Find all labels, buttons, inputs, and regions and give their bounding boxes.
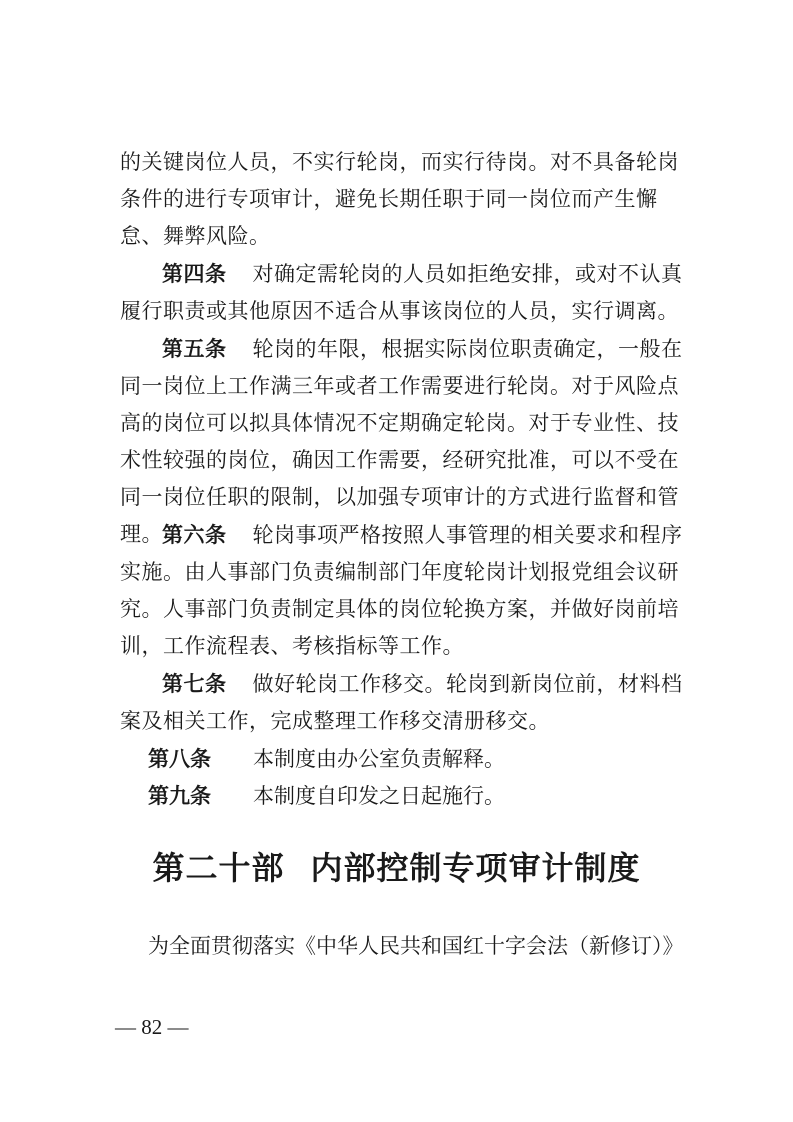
- intro-paragraph: 为全面贯彻落实《中华人民共和国红十字会法（新修订）》: [148, 934, 684, 958]
- article-7: [120, 666, 698, 740]
- article-text: 做好轮岗工作移交。轮岗到新岗位前，材料档案及相关工作，完成整理工作移交清册移交。: [120, 672, 683, 733]
- section-heading: [0, 844, 793, 892]
- paragraph-text: 的关键岗位人员，不实行轮岗，而实行待岗。对不具备轮岗条件的进行专项审计，避免长期任职于同一岗位而产生懈怠、舞弊风险。: [120, 150, 679, 248]
- article-text: 本制度由办公室负责解释。: [253, 747, 505, 771]
- article-label: 第四条: [162, 262, 227, 286]
- section-title: 内部控制专项审计制度: [310, 849, 641, 887]
- article-label: 第七条: [162, 672, 227, 696]
- page-number: — 82 —: [115, 1015, 189, 1039]
- article-label: 第九条: [148, 784, 211, 808]
- article-text: 对确定需轮岗的人员如拒绝安排，或对不认真履行职责或其他原因不适合从事该岗位的人员，实行调离。: [120, 262, 683, 323]
- article-8: [148, 741, 505, 778]
- section-part: 第二十部: [152, 849, 285, 887]
- article-label: 第六条: [162, 523, 227, 547]
- article-text: 轮岗的年限，根据实际岗位职责确定，一般在同一岗位上工作满三年或者工作需要进行轮岗。对于风险点高的岗位可以拟具体情况不定期确定轮岗。对于专业性、技术性较强的岗位，确因工作需要，经研究批准，可以不受在同一岗位任职的限制，以加强专项审计的方式进行监督和管理。: [120, 337, 683, 546]
- continued-paragraph: [120, 144, 698, 255]
- article-9: [148, 778, 505, 815]
- article-text: 本制度自印发之日起施行。: [253, 784, 505, 808]
- article-label: 第八条: [148, 747, 211, 771]
- article-label: 第五条: [162, 337, 227, 361]
- article-6: [120, 517, 698, 665]
- article-4: [120, 256, 698, 330]
- article-text: 轮岗事项严格按照人事管理的相关要求和程序实施。由人事部门负责编制部门年度轮岗计划报党组会议研究。人事部门负责制定具体的岗位轮换方案，并做好岗前培训，工作流程表、考核指标等工作。: [120, 523, 683, 658]
